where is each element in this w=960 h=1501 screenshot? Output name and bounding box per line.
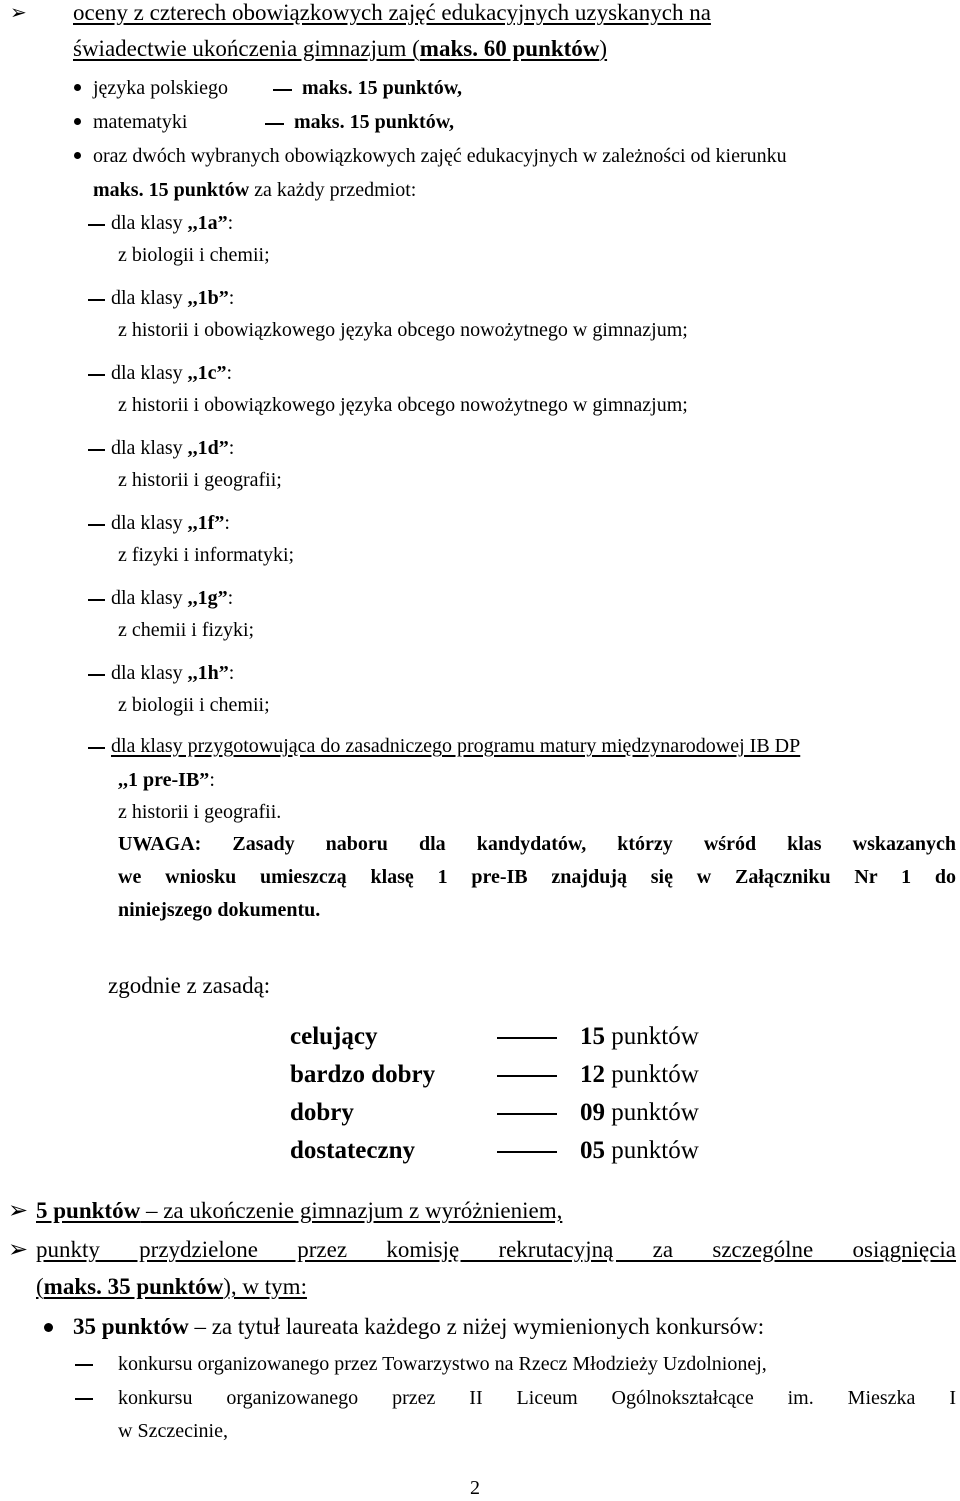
class-prefix: dla klasy bbox=[111, 362, 188, 384]
subject-mat-label: matematyki bbox=[93, 111, 188, 133]
class-suffix: : bbox=[227, 587, 234, 609]
class-prefix: dla klasy bbox=[111, 662, 188, 684]
class-name: ,,1d” bbox=[187, 437, 229, 459]
note-line-2: we wniosku umieszczą klasę 1 pre-IB znajdują się w Załączniku Nr 1 do bbox=[118, 866, 956, 888]
grade-name: dobry bbox=[290, 1099, 354, 1126]
bullet-icon bbox=[74, 152, 81, 159]
dash-icon bbox=[88, 747, 105, 749]
class-subjects: z biologii i chemii; bbox=[118, 244, 270, 266]
dash-icon bbox=[75, 1364, 93, 1366]
class-name: ,,1h” bbox=[187, 662, 229, 684]
note-line-1: UWAGA: Zasady naboru dla kandydatów, którzy wśród klas wskazanych bbox=[118, 833, 956, 855]
dash-icon bbox=[88, 224, 105, 226]
subject-other-line-2 bbox=[93, 177, 416, 203]
grade-name: bardzo dobry bbox=[290, 1061, 436, 1088]
competitions-line-2 bbox=[36, 1272, 307, 1302]
ib-line-1: dla klasy przygotowująca do zasadniczego programu matury międzynarodowej IB DP bbox=[111, 735, 801, 757]
class-heading bbox=[111, 510, 230, 536]
class-subjects: z chemii i fizyki; bbox=[118, 619, 255, 641]
class-subjects: z historii i obowiązkowego języka obcego nowożytnego w gimnazjum; bbox=[118, 394, 688, 416]
grade-name: celujący bbox=[290, 1023, 378, 1050]
competitions-line-1: punkty przydzielone przez komisję rekrutacyjną za szczególne osiągnięcia bbox=[36, 1237, 956, 1262]
grade-dash-icon bbox=[497, 1037, 557, 1039]
grade-dash-icon bbox=[497, 1075, 557, 1077]
grade-points-unit: punktów bbox=[605, 1061, 699, 1088]
class-subjects: z historii i geografii; bbox=[118, 469, 282, 491]
dash-icon bbox=[88, 299, 105, 301]
grade-points-number: 09 bbox=[580, 1099, 605, 1126]
subject-other-line-1: oraz dwóch wybranych obowiązkowych zajęć edukacyjnych w zależności od kierunku bbox=[93, 145, 787, 167]
class-name: ,,1f” bbox=[187, 512, 225, 534]
subject-other-rest: za każdy przedmiot: bbox=[249, 179, 417, 201]
dash-icon bbox=[88, 524, 105, 526]
class-prefix: dla klasy bbox=[111, 587, 188, 609]
class-subjects: z historii i obowiązkowego języka obcego nowożytnego w gimnazjum; bbox=[118, 319, 688, 341]
competitions-max-points: maks. 35 punktów bbox=[43, 1274, 224, 1299]
bullet-icon bbox=[74, 118, 81, 125]
class-heading bbox=[111, 660, 234, 686]
dash-icon bbox=[75, 1398, 93, 1400]
laureate-points: 35 punktów bbox=[73, 1314, 189, 1339]
class-prefix: dla klasy bbox=[111, 287, 188, 309]
class-heading bbox=[111, 435, 234, 461]
subject-polski-points: maks. 15 punktów, bbox=[302, 77, 463, 99]
laureate-text: – za tytuł laureata każdego z niżej wymienionych konkursów: bbox=[188, 1314, 765, 1339]
intro-max-points: maks. 60 punktów bbox=[419, 36, 600, 61]
grading-intro: zgodnie z zasadą: bbox=[108, 973, 271, 998]
competition-item-1: konkursu organizowanego przez Towarzystwo na Rzecz Młodzieży Uzdolnionej, bbox=[118, 1353, 767, 1375]
competitions-line-2-pre: ( bbox=[36, 1274, 44, 1299]
honors-line bbox=[36, 1196, 562, 1226]
grade-dash-icon bbox=[497, 1151, 557, 1153]
class-subjects: z fizyki i informatyki; bbox=[118, 544, 295, 566]
grade-points-number: 05 bbox=[580, 1137, 605, 1164]
ib-class-name-line bbox=[118, 767, 215, 793]
arrow-bullet-icon: ➢ bbox=[8, 1198, 29, 1224]
class-name: ,,1a” bbox=[187, 212, 228, 234]
grade-points-unit: punktów bbox=[605, 1023, 699, 1050]
intro-line-2-pre: świadectwie ukończenia gimnazjum ( bbox=[73, 36, 420, 61]
class-suffix: : bbox=[227, 212, 234, 234]
subject-polski-label: języka polskiego bbox=[93, 77, 228, 99]
bullet-icon bbox=[44, 1323, 53, 1332]
laureate-line bbox=[73, 1312, 764, 1342]
class-suffix: : bbox=[226, 362, 233, 384]
subject-other-points: maks. 15 punktów bbox=[93, 179, 250, 201]
grade-dash-icon bbox=[497, 1113, 557, 1115]
bullet-icon bbox=[74, 84, 81, 91]
honors-points: 5 punktów bbox=[36, 1198, 141, 1223]
ib-class-suffix: : bbox=[209, 769, 215, 791]
grade-points-number: 12 bbox=[580, 1061, 605, 1088]
arrow-bullet-icon: ➢ bbox=[8, 1237, 29, 1263]
class-prefix: dla klasy bbox=[111, 512, 188, 534]
class-subjects: z biologii i chemii; bbox=[118, 694, 270, 716]
grade-name: dostateczny bbox=[290, 1137, 415, 1164]
intro-line-1: oceny z czterech obowiązkowych zajęć edukacyjnych uzyskanych na bbox=[73, 0, 711, 25]
note-line-3: niniejszego dokumentu. bbox=[118, 899, 321, 921]
ib-subjects: z historii i geografii. bbox=[118, 801, 282, 823]
competition-item-2-cont: w Szczecinie, bbox=[118, 1420, 228, 1442]
dash-icon bbox=[88, 449, 105, 451]
class-suffix: : bbox=[228, 287, 235, 309]
class-suffix: : bbox=[224, 512, 230, 534]
class-name: ,,1c” bbox=[187, 362, 227, 384]
intro-line-2 bbox=[73, 34, 607, 64]
grade-points bbox=[580, 1098, 699, 1128]
competitions-line-2-post: ), w tym: bbox=[223, 1274, 307, 1299]
grade-points-unit: punktów bbox=[605, 1137, 699, 1164]
dash-icon bbox=[88, 674, 105, 676]
class-heading bbox=[111, 210, 233, 236]
intro-line-2-post: ) bbox=[599, 36, 608, 61]
dash-icon bbox=[88, 599, 105, 601]
class-suffix: : bbox=[228, 662, 235, 684]
arrow-bullet-icon: ➢ bbox=[10, 2, 27, 24]
class-heading bbox=[111, 585, 233, 611]
class-suffix: : bbox=[228, 437, 235, 459]
grade-points bbox=[580, 1060, 699, 1090]
subject-mat-points: maks. 15 punktów, bbox=[294, 111, 455, 133]
class-prefix: dla klasy bbox=[111, 212, 188, 234]
class-name: ,,1b” bbox=[187, 287, 229, 309]
grade-points-unit: punktów bbox=[605, 1099, 699, 1126]
dash-icon bbox=[88, 374, 105, 376]
grade-points bbox=[580, 1136, 699, 1166]
grade-points bbox=[580, 1022, 699, 1052]
class-name: ,,1g” bbox=[187, 587, 228, 609]
grade-points-number: 15 bbox=[580, 1023, 605, 1050]
page-number: 2 bbox=[470, 1477, 480, 1499]
honors-text: – za ukończenie gimnazjum z wyróżnieniem, bbox=[140, 1198, 563, 1223]
class-prefix: dla klasy bbox=[111, 437, 188, 459]
class-heading bbox=[111, 360, 232, 386]
dash-icon bbox=[273, 89, 292, 91]
dash-icon bbox=[265, 123, 284, 125]
competition-item-2: konkursu organizowanego przez II Liceum Ogólnokształcące im. Mieszka I bbox=[118, 1387, 956, 1409]
class-heading bbox=[111, 285, 234, 311]
ib-class-name: ,,1 pre-IB” bbox=[118, 769, 210, 791]
